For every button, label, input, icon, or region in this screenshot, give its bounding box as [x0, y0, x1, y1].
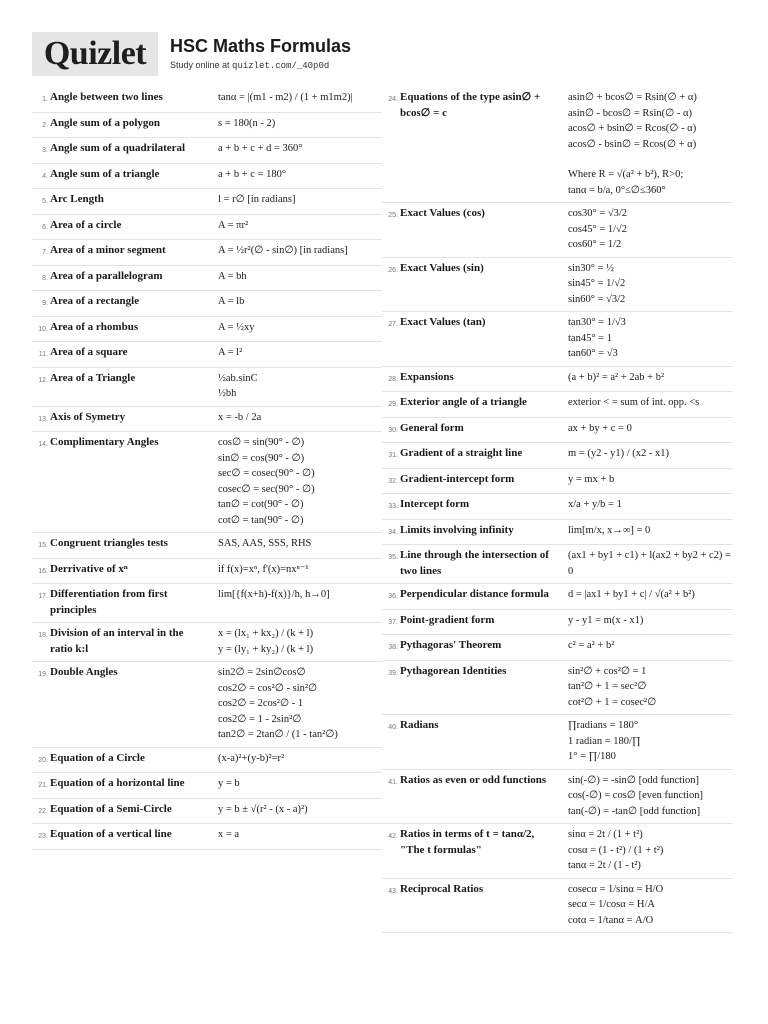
- formula-row: [32, 113, 382, 139]
- study-online-label: Study online at: [170, 60, 233, 70]
- formula-definition: [568, 773, 732, 820]
- formula-term: Derrivative of xⁿ: [50, 562, 128, 575]
- formula-row: [382, 879, 732, 934]
- formula-term: Radians: [400, 719, 439, 731]
- formula-term: Area of a parallelogram: [50, 269, 163, 282]
- formula-definition: [568, 664, 732, 711]
- formula-definition: [218, 269, 382, 285]
- page-title: HSC Maths Formulas: [170, 36, 352, 56]
- definition-line: cos2∅ = 1 - 2sin²∅: [218, 713, 302, 725]
- formula-row: [382, 443, 732, 469]
- formula-row: [382, 392, 732, 418]
- row-number: 20.: [38, 756, 48, 764]
- right-column: [382, 87, 732, 933]
- formula-row: [382, 469, 732, 495]
- formula-term: Exact Values (tan): [400, 316, 486, 328]
- formula-definition: [568, 90, 732, 198]
- definition-line: acos∅ + bsin∅ = Rcos(∅ - α): [568, 123, 697, 134]
- definition-line: m = (y2 - y1) / (x2 - x1): [568, 448, 669, 459]
- row-number: 13.: [38, 415, 48, 423]
- formula-row: [32, 342, 382, 368]
- formula-definition: [568, 421, 732, 437]
- row-number: 23.: [38, 833, 48, 840]
- definition-line: cotα = 1/tanα = A/O: [568, 914, 654, 926]
- formula-row: [382, 312, 732, 367]
- formula-term: Angle sum of a quadrilateral: [50, 142, 186, 154]
- formula-definition: [568, 827, 732, 874]
- definition-line: cos60° = 1/2: [568, 239, 622, 250]
- formula-term: Gradient of a straight line: [400, 447, 523, 459]
- definition-line: cos45° = 1/√2: [568, 223, 628, 235]
- formula-definition: [568, 446, 732, 462]
- formula-definition: [568, 548, 732, 579]
- definition-line: cos30° = √3/2: [568, 208, 628, 219]
- formula-term: Intercept form: [400, 498, 470, 510]
- row-number: 4.: [42, 172, 48, 180]
- definition-line: sin(-∅) = -sin∅ [odd function]: [568, 774, 699, 786]
- formula-row: [32, 584, 382, 623]
- definition-line: SAS, AAS, SSS, RHS: [218, 538, 312, 549]
- row-number: 38.: [388, 644, 398, 651]
- formula-row: [382, 824, 732, 879]
- definition-line: y = b: [218, 778, 240, 789]
- formula-term: Line through the intersection of two lines: [400, 549, 549, 577]
- formula-term: Angle sum of a triangle: [50, 167, 160, 180]
- formula-term: Angle sum of a polygon: [50, 116, 161, 129]
- row-number: 19.: [38, 671, 48, 678]
- formula-term: Pythagoras' Theorem: [400, 639, 502, 651]
- formula-definition: [218, 345, 382, 361]
- definition-line: cos2∅ = cos²∅ - sin²∅: [218, 682, 318, 694]
- formula-row: [382, 661, 732, 716]
- definition-line: ½bh: [218, 388, 237, 399]
- formula-definition: [218, 802, 382, 818]
- formula-term: General form: [400, 421, 464, 434]
- quizlet-logo[interactable]: [32, 32, 158, 76]
- row-number: 7.: [42, 249, 48, 256]
- formula-term: Area of a rectangle: [50, 295, 140, 307]
- page-header: [32, 32, 736, 78]
- formula-definition: [218, 435, 382, 528]
- row-number: 27.: [388, 321, 398, 328]
- definition-line: A = ½r²(∅ - sin∅) [in radians]: [218, 245, 348, 256]
- formula-definition: [568, 370, 732, 386]
- formula-row: [382, 418, 732, 444]
- definition-line: acos∅ - bsin∅ = Rcos(∅ + α): [568, 138, 697, 150]
- row-number: 11.: [38, 351, 48, 358]
- formula-definition: [568, 523, 732, 539]
- study-online-line: [170, 60, 329, 71]
- formula-row: [382, 258, 732, 313]
- formula-definition: [218, 410, 382, 426]
- definition-line: cot∅ = tan(90° - ∅): [218, 514, 304, 526]
- formula-definition: [568, 395, 732, 411]
- formula-definition: [568, 472, 732, 488]
- formula-definition: [218, 218, 382, 234]
- formula-definition: [218, 562, 382, 578]
- definition-line: x = a: [218, 829, 240, 840]
- row-number: 17.: [38, 593, 48, 600]
- formula-definition: [568, 206, 732, 253]
- definition-line: tan2∅ = 2tan∅ / (1 - tan²∅): [218, 729, 338, 740]
- definition-line: (x-a)²+(y-b)²=r²: [218, 752, 285, 764]
- definition-line: asin∅ + bcos∅ = Rsin(∅ + α): [568, 92, 697, 103]
- definition-line: exterior < = sum of int. opp. <s: [568, 397, 700, 408]
- formula-definition: [218, 751, 382, 767]
- formula-row: [32, 266, 382, 292]
- formula-definition: [218, 141, 382, 157]
- formula-row: [32, 773, 382, 799]
- definition-line: y = (ly₁ + ky₂) / (k + l): [218, 643, 314, 655]
- formula-row: [382, 610, 732, 636]
- formula-definition: [218, 587, 382, 603]
- row-number: 43.: [388, 887, 398, 895]
- definition-line: c² = a² + b²: [568, 640, 615, 651]
- formula-row: [382, 584, 732, 610]
- formula-row: [32, 559, 382, 585]
- definition-line: tanα = 2t / (1 - t²): [568, 860, 641, 871]
- definition-line: a + b + c = 180°: [218, 168, 287, 180]
- row-number: 36.: [388, 593, 398, 600]
- definition-line: A = bh: [218, 270, 247, 282]
- row-number: 21.: [38, 782, 48, 789]
- formula-row: [32, 317, 382, 343]
- row-number: 39.: [388, 669, 398, 677]
- formula-term: Arc Length: [50, 193, 104, 205]
- row-number: 41.: [388, 778, 398, 786]
- formula-term: Area of a circle: [50, 218, 122, 231]
- row-number: 33.: [388, 503, 398, 510]
- definition-line: y = mx + b: [568, 473, 615, 485]
- formula-term: Ratios in terms of t = tanα/2, "The t formulas": [400, 828, 535, 856]
- formula-definition: [218, 827, 382, 843]
- formula-definition: [568, 638, 732, 654]
- definition-line: tan∅ = cot(90° - ∅): [218, 499, 304, 510]
- formula-term: Equations of the type asin∅ + bcos∅ = c: [400, 91, 541, 119]
- definition-line: cot²∅ + 1 = cosec²∅: [568, 696, 657, 708]
- formula-term: Reciprocal Ratios: [400, 882, 484, 895]
- definition-line: sinα = 2t / (1 + t²): [568, 829, 643, 840]
- formula-row: [32, 623, 382, 662]
- definition-line: tan30° = 1/√3: [568, 317, 626, 328]
- definition-line: 1 radian = 180/∏: [568, 735, 641, 747]
- definition-line: x = -b / 2a: [218, 411, 262, 423]
- definition-line: tan²∅ + 1 = sec²∅: [568, 681, 647, 692]
- formula-row: [32, 291, 382, 317]
- definition-line: cos2∅ = 2cos²∅ - 1: [218, 698, 304, 709]
- row-number: 35.: [388, 554, 398, 561]
- formula-term: Exterior angle of a triangle: [400, 396, 527, 408]
- formula-definition: [218, 371, 382, 402]
- formula-definition: [568, 587, 732, 603]
- formula-term: Exact Values (sin): [400, 261, 484, 274]
- formula-definition: [218, 536, 382, 552]
- formula-term: Limits involving infinity: [400, 523, 514, 536]
- definition-line: sin45° = 1/√2: [568, 278, 626, 289]
- formula-definition: [218, 626, 382, 657]
- formula-term: Area of a square: [50, 346, 128, 358]
- row-number: 29.: [388, 401, 398, 408]
- formula-row: [32, 533, 382, 559]
- formula-term: Angle between two lines: [50, 91, 163, 103]
- definition-line: A = l²: [218, 347, 243, 358]
- definition-line: ½ab.sinC: [218, 372, 258, 384]
- definition-line: d = |ax1 + by1 + c| / √(a² + b²): [568, 589, 695, 600]
- row-number: 25.: [388, 212, 398, 219]
- definition-line: x = (lx₁ + kx₂) / (k + l): [218, 628, 314, 639]
- formula-row: [32, 138, 382, 164]
- formula-term: Gradient-intercept form: [400, 472, 515, 485]
- formula-row: [32, 240, 382, 266]
- definition-line: cosec∅ = sec(90° - ∅): [218, 483, 315, 495]
- formula-term: Expansions: [400, 370, 454, 383]
- formula-row: [32, 748, 382, 774]
- formula-definition: [218, 116, 382, 132]
- definition-line: sin30° = ½: [568, 262, 614, 274]
- formula-term: Ratios as even or odd functions: [400, 773, 547, 786]
- row-number: 6.: [42, 223, 48, 231]
- formula-term: Division of an interval in the ratio k:l: [50, 627, 184, 655]
- formula-row: [382, 203, 732, 258]
- row-number: 24.: [388, 96, 398, 103]
- definition-line: lim[{f(x+h)-f(x)}/h, h→0]: [218, 589, 330, 600]
- definition-line: cosecα = 1/sinα = H/O: [568, 883, 664, 895]
- row-number: 2.: [42, 121, 48, 129]
- row-number: 40.: [388, 724, 398, 731]
- formula-term: Double Angles: [50, 666, 118, 678]
- formula-definition: [218, 776, 382, 792]
- definition-line: cos∅ = sin(90° - ∅): [218, 437, 305, 448]
- study-url-link[interactable]: quizlet.com/_40p0d: [232, 61, 330, 71]
- formula-term: Axis of Symetry: [50, 410, 126, 423]
- formula-row: [32, 164, 382, 190]
- definition-line: sin60° = √3/2: [568, 293, 626, 305]
- formula-definition: [218, 294, 382, 310]
- formula-definition: [218, 167, 382, 183]
- formula-term: Point-gradient form: [400, 613, 495, 626]
- formula-definition: [568, 315, 732, 362]
- formula-row: [32, 87, 382, 113]
- formula-row: [382, 545, 732, 584]
- row-number: 18.: [38, 632, 48, 639]
- definition-line: A = πr²: [218, 219, 249, 231]
- formula-term: Differentiation from first principles: [50, 588, 168, 616]
- definition-line: 1° = ∏/180: [568, 751, 616, 762]
- formula-row: [382, 87, 732, 203]
- formula-row: [32, 368, 382, 407]
- formula-definition: [218, 243, 382, 259]
- formula-definition: [218, 90, 382, 106]
- definition-line: sec∅ = cosec(90° - ∅): [218, 468, 315, 479]
- definition-line: sin∅ = cos(90° - ∅): [218, 452, 305, 464]
- formula-row: [32, 824, 382, 850]
- formula-row: [32, 215, 382, 241]
- formula-row: [382, 715, 732, 770]
- formula-term: Area of a rhombus: [50, 320, 139, 333]
- row-number: 32.: [388, 477, 398, 485]
- row-number: 22.: [38, 807, 48, 815]
- row-number: 42.: [388, 833, 398, 840]
- row-number: 28.: [388, 375, 398, 383]
- formula-definition: [568, 613, 732, 629]
- row-number: 30.: [388, 426, 398, 434]
- definition-line: tan60° = √3: [568, 348, 618, 359]
- formula-term: Equation of a vertical line: [50, 828, 172, 840]
- row-number: 15.: [38, 542, 48, 549]
- definition-line: (a + b)² = a² + 2ab + b²: [568, 371, 665, 383]
- definition-line: a + b + c + d = 360°: [218, 143, 303, 154]
- formula-definition: [568, 261, 732, 308]
- definition-line: l = r∅ [in radians]: [218, 194, 296, 205]
- definition-line: x/a + y/b = 1: [568, 499, 622, 510]
- formula-row: [382, 770, 732, 825]
- formula-row: [382, 367, 732, 393]
- row-number: 1.: [42, 96, 48, 103]
- row-number: 14.: [38, 441, 48, 448]
- formula-definition: [568, 497, 732, 513]
- definition-line: A = lb: [218, 296, 245, 307]
- definition-line: A = ½xy: [218, 321, 255, 333]
- formula-definition: [218, 192, 382, 208]
- row-number: 34.: [388, 528, 398, 536]
- formula-definition: [568, 882, 732, 929]
- row-number: 10.: [38, 325, 48, 333]
- formula-definition: [218, 665, 382, 743]
- formula-term: Area of a Triangle: [50, 371, 136, 384]
- definition-line: sin2∅ = 2sin∅cos∅: [218, 667, 306, 678]
- formula-term: Area of a minor segment: [50, 244, 166, 256]
- definition-line: sin²∅ + cos²∅ = 1: [568, 665, 647, 677]
- definition-line: tan(-∅) = -tan∅ [odd function]: [568, 805, 701, 817]
- logo-text: Quizlet: [43, 35, 147, 72]
- left-column: [32, 87, 382, 850]
- formula-definition: [568, 718, 732, 765]
- row-number: 31.: [388, 452, 398, 459]
- formula-term: Perpendicular distance formula: [400, 588, 549, 600]
- formula-definition: [218, 320, 382, 336]
- formula-row: [32, 662, 382, 748]
- definition-line: lim[m/x, x→∞] = 0: [568, 524, 651, 536]
- formula-term: Equation of a Semi-Circle: [50, 802, 172, 815]
- definition-line: ∏radians = 180°: [568, 720, 639, 731]
- row-number: 5.: [42, 198, 48, 205]
- formula-row: [32, 189, 382, 215]
- definition-line: Where R = √(a² + b²), R>0;: [568, 169, 684, 180]
- row-number: 3.: [42, 147, 48, 154]
- definition-line: [568, 152, 732, 167]
- row-number: 12.: [38, 376, 48, 384]
- formula-term: Pythagorean Identities: [400, 664, 507, 677]
- definition-line: asin∅ - bcos∅ = Rsin(∅ - α): [568, 107, 693, 119]
- formula-row: [32, 432, 382, 533]
- row-number: 9.: [42, 300, 48, 307]
- formula-row: [382, 494, 732, 520]
- definition-line: tan45° = 1: [568, 332, 612, 344]
- definition-line: secα = 1/cosα = H/A: [568, 899, 655, 910]
- definition-line: (ax1 + by1 + c1) + l(ax2 + by2 + c2) = 0: [568, 550, 731, 577]
- definition-line: y - y1 = m(x - x1): [568, 614, 644, 626]
- row-number: 16.: [38, 567, 48, 575]
- formula-row: [382, 520, 732, 546]
- definition-line: if f(x)=xⁿ, f'(x)=nxⁿ⁻¹: [218, 563, 309, 575]
- formula-term: Equation of a Circle: [50, 751, 145, 764]
- definition-line: s = 180(n - 2): [218, 117, 276, 129]
- definition-line: cos(-∅) = cos∅ [even function]: [568, 790, 704, 801]
- formula-row: [382, 635, 732, 661]
- row-number: 8.: [42, 274, 48, 282]
- definition-line: tanα = b/a, 0°≤∅≤360°: [568, 184, 666, 196]
- formula-term: Equation of a horizontal line: [50, 777, 185, 789]
- formula-term: Congruent triangles tests: [50, 537, 168, 549]
- definition-line: ax + by + c = 0: [568, 422, 632, 434]
- formula-term: Complimentary Angles: [50, 436, 159, 448]
- definition-line: cosα = (1 - t²) / (1 + t²): [568, 844, 664, 856]
- formula-row: [32, 799, 382, 825]
- row-number: 37.: [388, 618, 398, 626]
- formula-row: [32, 407, 382, 433]
- row-number: 26.: [388, 266, 398, 274]
- formula-term: Exact Values (cos): [400, 207, 485, 219]
- definition-line: y = b ± √(r² - (x - a)²): [218, 803, 308, 815]
- definition-line: tanα = |(m1 - m2) / (1 + m1m2)|: [218, 92, 353, 103]
